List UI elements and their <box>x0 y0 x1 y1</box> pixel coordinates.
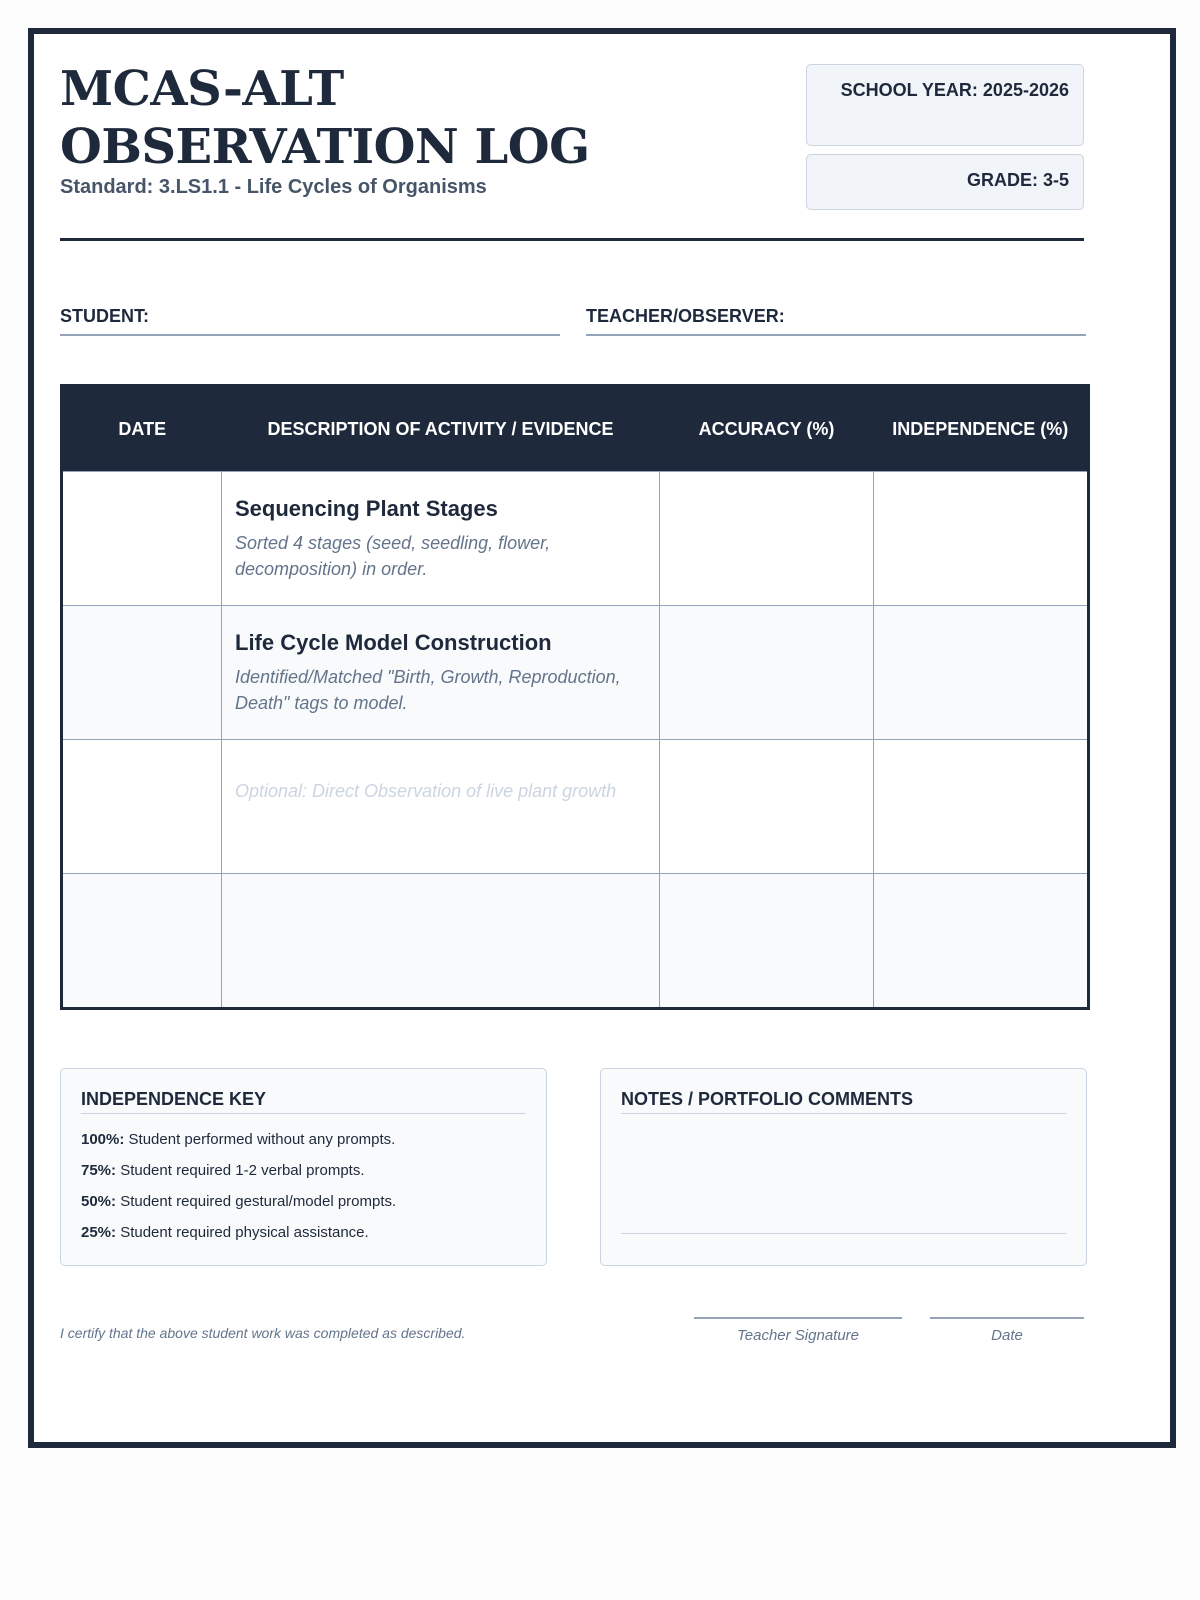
header-divider <box>60 238 1084 241</box>
key-text: Student required gestural/model prompts. <box>120 1193 397 1210</box>
student-field[interactable] <box>60 306 560 336</box>
teacher-observer-label: TEACHER/OBSERVER: <box>586 306 785 326</box>
signature-date-label: Date <box>991 1327 1023 1344</box>
accuracy-cell[interactable] <box>660 874 874 1009</box>
key-item <box>81 1217 526 1248</box>
accuracy-cell[interactable] <box>660 740 874 874</box>
column-header-date: DATE <box>62 386 222 472</box>
teacher-signature-label: Teacher Signature <box>736 1327 860 1344</box>
date-cell[interactable] <box>62 606 222 740</box>
notes-writing-line <box>621 1233 1066 1234</box>
key-text: Student performed without any prompts. <box>128 1131 396 1148</box>
independence-key-panel <box>60 1068 547 1266</box>
description-cell[interactable] <box>222 874 660 1009</box>
key-level: 25%: <box>81 1224 117 1241</box>
date-cell[interactable] <box>62 740 222 874</box>
observation-table <box>60 384 1090 1010</box>
signature-date-line[interactable] <box>930 1317 1084 1344</box>
table-row <box>62 740 1089 874</box>
key-text: Student required 1-2 verbal prompts. <box>120 1162 365 1179</box>
key-level: 75%: <box>81 1162 117 1179</box>
notes-panel[interactable] <box>600 1068 1087 1266</box>
standard-subtitle: Standard: 3.LS1.1 - Life Cycles of Organisms <box>60 176 487 198</box>
key-text: Student required physical assistance. <box>120 1224 369 1241</box>
column-header-independence: INDEPENDENCE (%) <box>874 386 1089 472</box>
activity-title: Life Cycle Model Construction <box>235 630 552 655</box>
table-row <box>62 606 1089 740</box>
description-cell <box>222 606 660 740</box>
page-title: MCAS-ALT OBSERVATION LOG <box>60 61 590 175</box>
column-header-description: DESCRIPTION OF ACTIVITY / EVIDENCE <box>222 386 660 472</box>
activity-title: Sequencing Plant Stages <box>235 496 498 521</box>
teacher-observer-field[interactable] <box>586 306 1086 336</box>
key-item <box>81 1124 526 1155</box>
independence-key-title: INDEPENDENCE KEY <box>81 1089 526 1114</box>
key-item <box>81 1186 526 1217</box>
description-cell[interactable] <box>222 740 660 874</box>
description-cell <box>222 472 660 606</box>
table-row <box>62 472 1089 606</box>
key-item <box>81 1155 526 1186</box>
accuracy-cell[interactable] <box>660 606 874 740</box>
grade-badge: GRADE: 3-5 <box>806 154 1084 210</box>
activity-note: Sorted 4 stages (seed, seedling, flower, decomposition) in order. <box>235 533 551 579</box>
optional-activity-placeholder: Optional: Direct Observation of live plant growth <box>235 781 617 801</box>
certification-statement: I certify that the above student work was completed as described. <box>60 1325 466 1341</box>
date-cell[interactable] <box>62 874 222 1009</box>
independence-cell[interactable] <box>874 606 1089 740</box>
table-header-row <box>62 386 1089 472</box>
independence-cell[interactable] <box>874 740 1089 874</box>
independence-cell[interactable] <box>874 472 1089 606</box>
activity-note: Identified/Matched "Birth, Growth, Reproduction, Death" tags to model. <box>235 667 621 713</box>
independence-cell[interactable] <box>874 874 1089 1009</box>
notes-title: NOTES / PORTFOLIO COMMENTS <box>621 1089 1066 1114</box>
column-header-accuracy: ACCURACY (%) <box>660 386 874 472</box>
accuracy-cell[interactable] <box>660 472 874 606</box>
student-label: STUDENT: <box>60 306 149 326</box>
date-cell[interactable] <box>62 472 222 606</box>
teacher-signature-line[interactable] <box>694 1317 902 1344</box>
school-year-badge: SCHOOL YEAR: 2025-2026 <box>806 64 1084 146</box>
key-level: 100%: <box>81 1131 125 1148</box>
table-row <box>62 874 1089 1009</box>
key-level: 50%: <box>81 1193 117 1210</box>
